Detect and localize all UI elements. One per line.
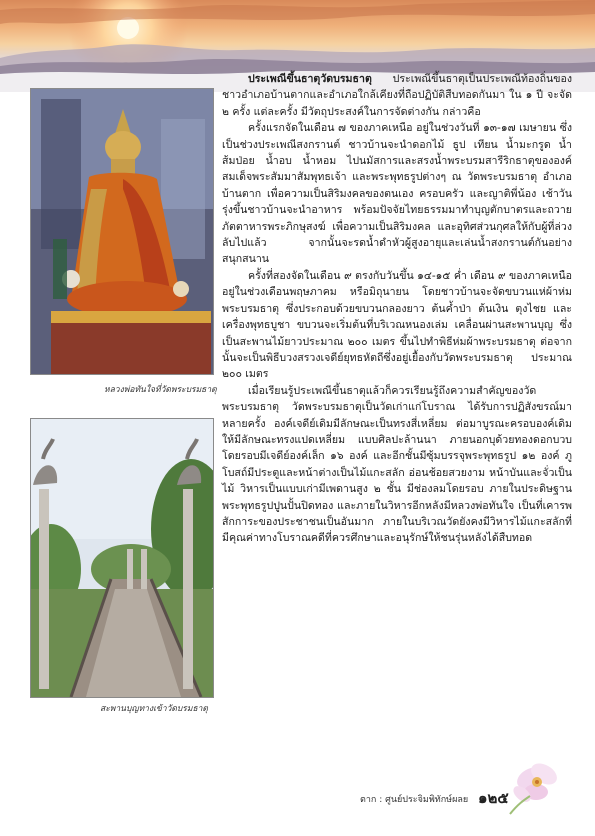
article-intro-text: ประเพณีขึ้นธาตุเป็นประเพณีท้องถิ่นของชาวอำเภอบ้านตากและอำเภอใกล้เคียงที่ถือปฏิบัติสืบทอดกันมา ใน ๑ ปี จะจัด ๒ ครั้ง แต่ละครั้ง มีวัตถุประสงค์ในการจัดต่างกัน กล่าวคือ (222, 73, 572, 118)
footer-book-title: ตาก : ศูนย์ประจิมพิทักษ์ผลย (360, 795, 469, 805)
bottom-photo-caption: สะพานบุญทางเข้าวัดบรมธาตุ (100, 704, 208, 714)
article-heading: ประเพณีขึ้นธาตุวัดบรมธาตุ (248, 73, 372, 85)
page-number: ๑๒๕ (478, 789, 509, 807)
top-photo-caption: หลวงพ่อทันใจที่วัดพระบรมธาตุ (104, 385, 217, 395)
article-paragraph-3: เมื่อเรียนรู้ประเพณีขึ้นธาตุแล้วก็ควรเรียนรู้ถึงความสำคัญของวัดพระบรมธาตุ วัดพระบรมธาตุเป็นวัดเก่าแก่โบราณ ได้รับการปฏิสังขรณ์มาหลายครั้ง องค์เจดีย์เดิมมีลักษณะเป็นทรงสี่เหลี่ยม ต่อมาบูรณะครอบองค์เดิมให้มีลักษณะทรงแปดเหลี่ยม แบบศิลปะล้านนา ภายนอกบุด้วยทองดอกบวบ โดยรอบมีเจดีย์องค์เล็ก ๑๖ องค์ และอีกชั้นมีซุ้มบรรจุพระพุทธรูป ๑๒ องค์ ภูโบสถ์มีประตูและหน้าต่างเป็นไม้แกะสลัก อ่อนช้อยสวยงาม หน้าบันและจั่วเป็นไม้ วิหารเป็นแบบเก่ามีเพดานสูง ๒ ชั้น มีช่องลมโดยรอบ ภายในประดิษฐานพระพุทธรูปปูนปั้นปิดทอง และภายในวิหารอีกหลังมีหลวงพ่อทันใจ เป็นที่เคารพสักการะของประชาชนเป็นอันมาก ภายในบริเวณวัดยังคงมีวิหารไม้แกะสลักที่มีคุณค่าทางโบราณคดีที่ควรศึกษาและอนุรักษ์ให้ชนรุ่นหลังได้สืบทอด (222, 384, 572, 545)
buddha-statue-photo (30, 88, 214, 375)
orchid-decoration-icon (500, 748, 570, 822)
article-paragraph-2: ครั้งที่สองจัดในเดือน ๙ ตรงกับวันขึ้น ๑๔-๑๕ ค่ำ เดือน ๙ ของภาคเหนือ อยู่ในช่วงเดือนพฤษภาคม หรือมิถุนายน โดยชาวบ้านจะจัดขบวนแห่ผ้าห่มพระบรมธาตุ ซึ่งประกอบด้วยขบวนกลองยาว ต้นค้ำป่า ต้นเงิน ตุงไชย และเครื่องพุทธบูชา ขบวนจะเริ่มต้นที่บริเวณหนองเล่ม เคลื่อนผ่านสะพานบุญ ซึ่งเป็นสะพานไม้ยาวประมาณ ๒๐๐ เมตร ขึ้นไปทำพิธีห่มผ้าพระบรมธาตุ ต่อจากนั้นจะเป็นพิธีบวงสรวงเจดีย์ยุทธหัตถีซึ่งอยู่เยื้องกับวัดพระบรมธาตุ ประมาณ ๒๐๐ เมตร (222, 269, 572, 381)
article-body (222, 71, 572, 547)
article-intro-paragraph (222, 71, 572, 120)
wooden-bridge-photo (30, 418, 214, 698)
article-paragraph-1: ครั้งแรกจัดในเดือน ๗ ของภาคเหนือ อยู่ในช่วงวันที่ ๑๓-๑๗ เมษายน ซึ่งเป็นช่วงประเพณีสงกรานต์ ชาวบ้านจะนำดอกไม้ ธูป เทียน น้ำมะกรูด น้ำส้มป่อย น้ำอบ น้ำหอม ไปนมัสการและสรงน้ำพระบรมสารีริกธาตุขององค์สมเด็จพระสัมมาสัมพุทธเจ้า และพระพุทธรูปต่างๆ ณ วัดพระบรมธาตุ อำเภอบ้านตาก เพื่อความเป็นสิริมงคลของตนเอง ครอบครัว และญาติพี่น้อง เช้าวันรุ่งขึ้นชาวบ้านจะนำอาหาร พร้อมปัจจัยไทยธรรมมาทำบุญตักบาตรและถวายภัตตาหารพระภิกษุสงฆ์ เพื่อความเป็นสิริมงคล และอุทิศส่วนกุศลให้กับผู้ที่ล่วงลับไปแล้ว จากนั้นจะรดน้ำดำหัวผู้สูงอายุและเล่นน้ำสงกรานต์กันอย่างสนุกสนาน (222, 122, 572, 266)
